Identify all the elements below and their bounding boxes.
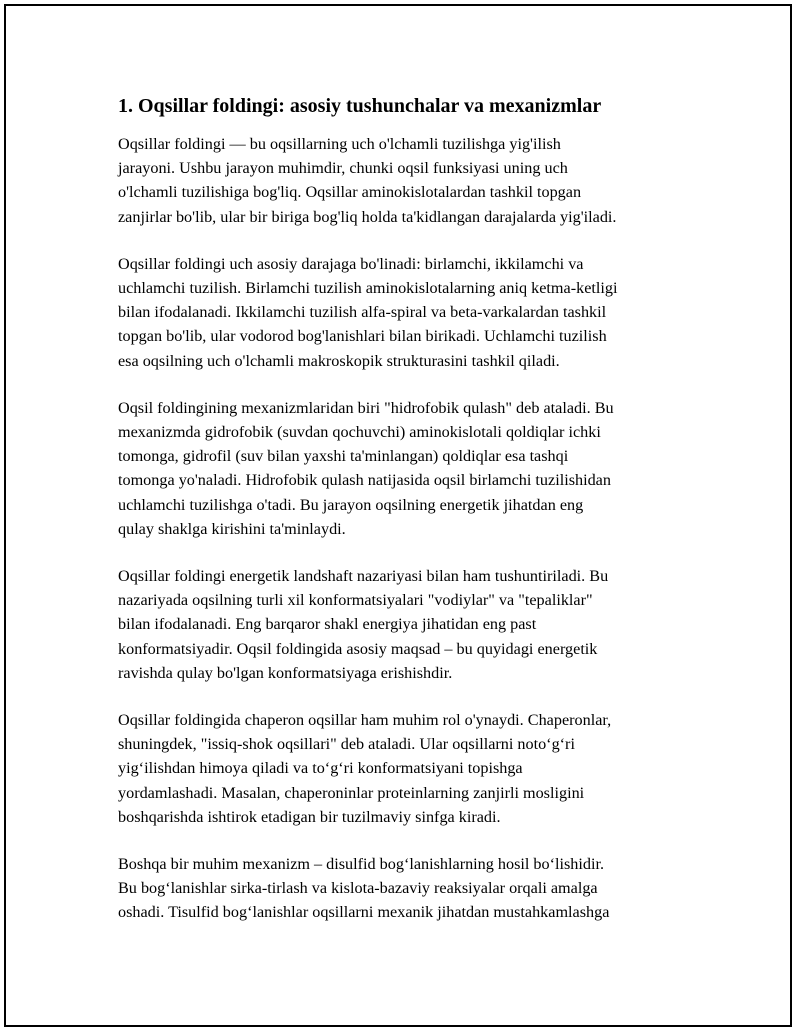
- text-line: yig‘ilishdan himoya qiladi va to‘g‘ri konformatsiyani topishga: [118, 759, 523, 778]
- paragraph-3: [118, 396, 698, 541]
- text-line: uchlamchi tuzilish. Birlamchi tuzilish aminokislotalarning aniq ketma-ketligi: [118, 279, 618, 298]
- section-heading: 1. Oqsillar foldingi: asosiy tushunchalar va mexanizmlar: [118, 95, 602, 117]
- text-line: bilan ifodalanadi. Eng barqaror shakl energiya jihatidan eng past: [118, 615, 537, 634]
- paragraph-6: [118, 852, 698, 925]
- text-line: jarayoni. Ushbu jarayon muhimdir, chunki oqsil funksiyasi uning uch: [118, 159, 568, 178]
- text-line: Boshqa bir muhim mexanizm – disulfid bog‘lanishlarning hosil bo‘lishidir.: [118, 855, 605, 874]
- paragraph-4: [118, 564, 698, 685]
- text-line: Oqsillar foldingida chaperon oqsillar ham muhim rol o'ynaydi. Chaperonlar,: [118, 711, 612, 730]
- paragraph-1: [118, 132, 698, 229]
- text-line: shuningdek, "issiq-shok oqsillari" deb ataladi. Ular oqsillarni noto‘g‘ri: [118, 735, 575, 754]
- text-line: zanjirlar bo'lib, ular bir biriga bog'liq holda ta'kidlangan darajalarda yig'iladi.: [118, 207, 617, 226]
- document-body: [118, 92, 698, 948]
- text-line: Bu bog‘lanishlar sirka-tirlash va kislota-bazaviy reaksiyalar orqali amalga: [118, 879, 598, 898]
- text-line: konformatsiyadir. Oqsil foldingida asosiy maqsad – bu quyidagi energetik: [118, 639, 598, 658]
- text-line: uchlamchi tuzilishga o'tadi. Bu jarayon oqsilning energetik jihatdan eng: [118, 495, 584, 514]
- paragraph-5: [118, 708, 698, 829]
- text-line: mexanizmda gidrofobik (suvdan qochuvchi) aminokislotali qoldiqlar ichki: [118, 423, 601, 442]
- text-line: oshadi. Tisulfid bog‘lanishlar oqsillarni mexanik jihatdan mustahkamlashga: [118, 903, 610, 922]
- text-line: Oqsillar foldingi uch asosiy darajaga bo'linadi: birlamchi, ikkilamchi va: [118, 254, 584, 273]
- text-line: Oqsillar foldingi — bu oqsillarning uch o'lchamli tuzilishga yig'ilish: [118, 135, 561, 153]
- text-line: o'lchamli tuzilishiga bog'liq. Oqsillar aminokislotalardan tashkil topgan: [118, 183, 582, 202]
- text-line: yordamlashadi. Masalan, chaperoninlar proteinlarning zanjirli mosligini: [118, 783, 585, 802]
- text-line: Oqsil foldingining mexanizmlaridan biri "hidrofobik qulash" deb ataladi. Bu: [118, 398, 614, 417]
- text-line: nazariyada oqsilning turli xil konformatsiyalari "vodiylar" va "tepaliklar": [118, 591, 593, 610]
- text-line: esa oqsilning uch o'lchamli makroskopik strukturasini tashkil qiladi.: [118, 351, 560, 370]
- text-line: bilan ifodalanadi. Ikkilamchi tuzilish alfa-spiral va beta-varkalardan tashkil: [118, 303, 607, 322]
- text-line: tomonga yo'naladi. Hidrofobik qulash natijasida oqsil birlamchi tuzilishidan: [118, 471, 611, 490]
- text-line: tomonga, gidrofil (suv bilan yaxshi ta'minlangan) qoldiqlar esa tashqi: [118, 447, 569, 466]
- text-line: qulay shaklga kirishini ta'minlaydi.: [118, 519, 346, 538]
- paragraph-2: [118, 252, 698, 373]
- text-line: Oqsillar foldingi energetik landshaft nazariyasi bilan ham tushuntiriladi. Bu: [118, 567, 609, 586]
- text-line: ravishda qulay bo'lgan konformatsiyaga erishishdir.: [118, 663, 453, 682]
- text-line: boshqarishda ishtirok etadigan bir tuzilmaviy sinfga kiradi.: [118, 807, 501, 826]
- text-line: topgan bo'lib, ular vodorod bog'lanishlari bilan birikadi. Uchlamchi tuzilish: [118, 327, 607, 346]
